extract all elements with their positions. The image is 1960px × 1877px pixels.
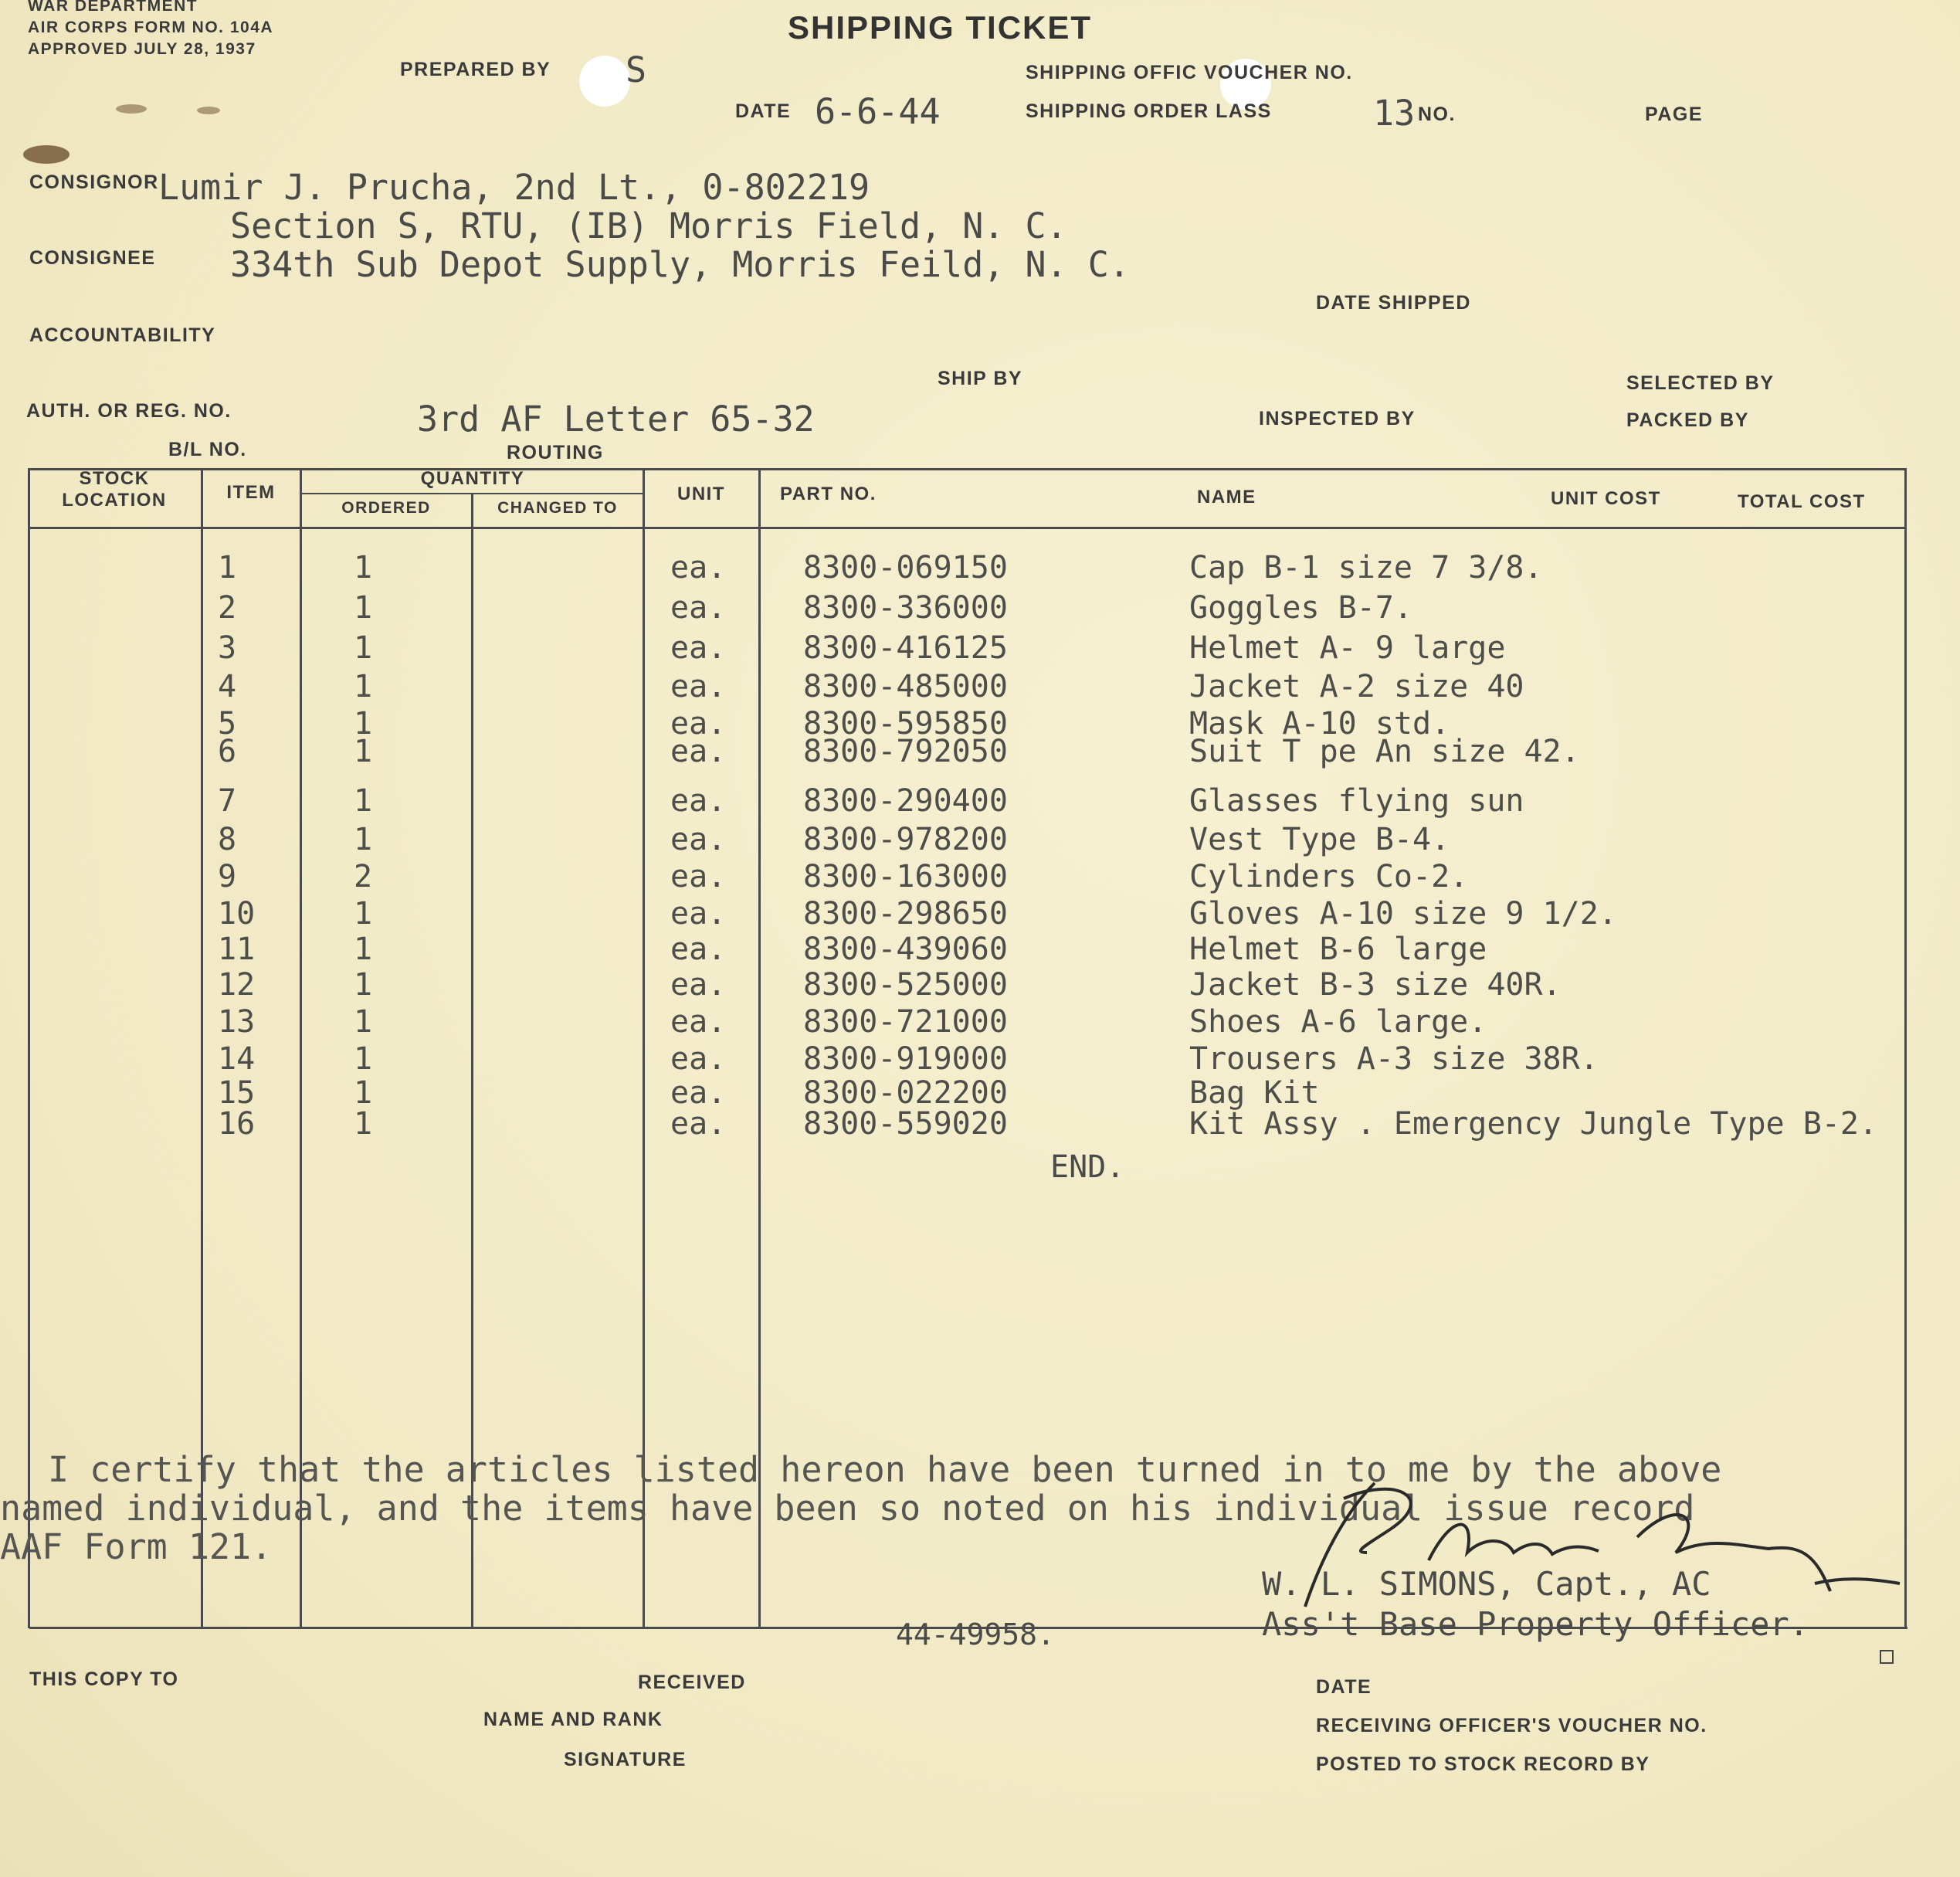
- row-item-number: 2: [218, 590, 237, 626]
- row-item-number: 13: [218, 1004, 256, 1040]
- shipping-order-label: SHIPPING ORDER LASS: [1026, 100, 1272, 122]
- row-item-name: Kit Assy . Emergency Jungle Type B-2.: [1189, 1106, 1878, 1142]
- form-approved: APPROVED JULY 28, 1937: [28, 40, 256, 58]
- prepared-by-label: PREPARED BY: [400, 59, 551, 80]
- table-row: [0, 630, 1960, 666]
- form-dept: WAR DEPARTMENT: [28, 0, 198, 15]
- table-row: [0, 590, 1960, 626]
- row-quantity-ordered: 1: [354, 967, 373, 1003]
- consignee-label: CONSIGNEE: [29, 247, 156, 269]
- row-item-number: 16: [218, 1106, 256, 1142]
- row-item-name: Cylinders Co-2.: [1189, 859, 1469, 894]
- row-item-name: Gloves A-10 size 9 1/2.: [1189, 896, 1617, 932]
- header-name: NAME: [1197, 487, 1256, 507]
- row-unit: ea.: [670, 1041, 727, 1077]
- row-unit: ea.: [670, 859, 727, 894]
- table-row: [0, 967, 1960, 1003]
- row-unit: ea.: [670, 822, 727, 857]
- row-part-number: 8300-792050: [803, 734, 1008, 769]
- row-item-name: Trousers A-3 size 38R.: [1189, 1041, 1599, 1077]
- row-quantity-ordered: 1: [354, 590, 373, 626]
- row-unit: ea.: [670, 783, 727, 819]
- row-item-name: Goggles B-7.: [1189, 590, 1412, 626]
- footer-date-label: DATE: [1316, 1676, 1372, 1698]
- consignee-line1: 334th Sub Depot Supply, Morris Feild, N. C.: [230, 244, 1130, 285]
- row-unit: ea.: [670, 550, 727, 586]
- table-row: [0, 1041, 1960, 1077]
- row-part-number: 8300-290400: [803, 783, 1008, 819]
- row-item-name: Shoes A-6 large.: [1189, 1004, 1487, 1040]
- row-quantity-ordered: 1: [354, 550, 373, 586]
- row-item-number: 7: [218, 783, 237, 819]
- row-part-number: 8300-298650: [803, 896, 1008, 932]
- row-part-number: 8300-559020: [803, 1106, 1008, 1142]
- table-row: [0, 932, 1960, 967]
- row-item-number: 5: [218, 706, 237, 742]
- this-copy-to-label: THIS COPY TO: [29, 1668, 179, 1690]
- no-label: NO.: [1418, 104, 1456, 125]
- row-part-number: 8300-721000: [803, 1004, 1008, 1040]
- row-quantity-ordered: 1: [354, 669, 373, 704]
- row-item-number: 11: [218, 932, 256, 967]
- table-row: [0, 1004, 1960, 1040]
- voucher-label: SHIPPING OFFIC VOUCHER NO.: [1026, 62, 1353, 83]
- form-number: AIR CORPS FORM NO. 104A: [28, 19, 274, 36]
- date-value: 6-6-44: [815, 91, 941, 132]
- row-item-name: Bag Kit: [1189, 1075, 1320, 1111]
- row-unit: ea.: [670, 1106, 727, 1142]
- row-quantity-ordered: 1: [354, 896, 373, 932]
- table-row: [0, 859, 1960, 894]
- row-part-number: 8300-439060: [803, 932, 1008, 967]
- header-unit-cost: UNIT COST: [1551, 488, 1661, 509]
- row-quantity-ordered: 1: [354, 1004, 373, 1040]
- row-item-number: 14: [218, 1041, 256, 1077]
- row-part-number: 8300-336000: [803, 590, 1008, 626]
- consignor-label: CONSIGNOR: [29, 171, 159, 193]
- row-unit: ea.: [670, 1075, 727, 1111]
- row-item-number: 12: [218, 967, 256, 1003]
- header-item: ITEM: [226, 482, 276, 503]
- row-part-number: 8300-485000: [803, 669, 1008, 704]
- row-item-name: Cap B-1 size 7 3/8.: [1189, 550, 1543, 586]
- routing-label: ROUTING: [507, 442, 604, 463]
- auth-label: AUTH. OR REG. NO.: [26, 400, 232, 422]
- row-quantity-ordered: 1: [354, 1041, 373, 1077]
- ship-by-label: SHIP BY: [938, 368, 1023, 389]
- signature-label: SIGNATURE: [564, 1749, 687, 1770]
- row-item-name: Jacket B-3 size 40R.: [1189, 967, 1562, 1003]
- row-item-name: Suit T pe An size 42.: [1189, 734, 1580, 769]
- row-quantity-ordered: 1: [354, 822, 373, 857]
- row-part-number: 8300-416125: [803, 630, 1008, 666]
- row-item-name: Jacket A-2 size 40: [1189, 669, 1524, 704]
- officer-name: W. L. SIMONS, Capt., AC: [1262, 1565, 1711, 1603]
- quantity-subheader-line: [300, 493, 644, 494]
- row-item-number: 1: [218, 550, 237, 586]
- table-header-divider: [28, 527, 1906, 529]
- row-quantity-ordered: 2: [354, 859, 373, 894]
- page-title: SHIPPING TICKET: [788, 9, 1093, 46]
- row-unit: ea.: [670, 630, 727, 666]
- row-item-number: 3: [218, 630, 237, 666]
- receiving-voucher-label: RECEIVING OFFICER'S VOUCHER NO.: [1316, 1715, 1707, 1736]
- header-ordered: ORDERED: [341, 499, 431, 517]
- reference-number: 44-49958.: [896, 1617, 1055, 1651]
- punch-hole-left: [579, 56, 630, 107]
- row-unit: ea.: [670, 669, 727, 704]
- row-item-name: Mask A-10 std.: [1189, 706, 1450, 742]
- accountability-label: ACCOUNTABILITY: [29, 324, 216, 346]
- table-row: [0, 1075, 1960, 1111]
- table-row: [0, 896, 1960, 932]
- row-part-number: 8300-022200: [803, 1075, 1008, 1111]
- name-rank-label: NAME AND RANK: [483, 1709, 663, 1730]
- rust-stain: [23, 145, 70, 164]
- row-part-number: 8300-595850: [803, 706, 1008, 742]
- packed-by-label: PACKED BY: [1626, 409, 1749, 431]
- end-mark: END.: [1050, 1149, 1125, 1185]
- header-quantity: QUANTITY: [420, 468, 525, 489]
- shipping-order-value: 13: [1373, 93, 1416, 134]
- page-label: PAGE: [1645, 104, 1703, 125]
- header-unit: UNIT: [677, 484, 725, 504]
- table-row: [0, 734, 1960, 769]
- posted-to-stock-label: POSTED TO STOCK RECORD BY: [1316, 1753, 1650, 1775]
- row-item-name: Helmet A- 9 large: [1189, 630, 1506, 666]
- row-part-number: 8300-069150: [803, 550, 1008, 586]
- header-stock: STOCK: [79, 468, 150, 489]
- row-quantity-ordered: 1: [354, 734, 373, 769]
- row-unit: ea.: [670, 706, 727, 742]
- row-quantity-ordered: 1: [354, 932, 373, 967]
- date-label: DATE: [735, 100, 792, 122]
- certification-line1: I certify that the articles listed hereon have been turned in to me by the above: [48, 1449, 1722, 1490]
- rust-stain-2: [116, 104, 147, 114]
- row-part-number: 8300-525000: [803, 967, 1008, 1003]
- handwritten-signature: [1274, 1468, 1907, 1622]
- header-total-cost: TOTAL COST: [1738, 491, 1866, 512]
- inspected-by-label: INSPECTED BY: [1259, 408, 1416, 429]
- row-quantity-ordered: 1: [354, 1075, 373, 1111]
- row-part-number: 8300-978200: [803, 822, 1008, 857]
- date-shipped-label: DATE SHIPPED: [1316, 292, 1471, 314]
- header-changed-to: CHANGED TO: [497, 499, 618, 517]
- table-row: [0, 783, 1960, 819]
- bl-no-label: B/L NO.: [168, 439, 247, 460]
- rust-stain-3: [197, 107, 220, 114]
- received-label: RECEIVED: [638, 1672, 746, 1693]
- row-item-number: 4: [218, 669, 237, 704]
- row-item-number: 10: [218, 896, 256, 932]
- row-part-number: 8300-919000: [803, 1041, 1008, 1077]
- row-item-name: Helmet B-6 large: [1189, 932, 1487, 967]
- prepared-by-value: S: [626, 49, 647, 90]
- row-quantity-ordered: 1: [354, 783, 373, 819]
- row-quantity-ordered: 1: [354, 706, 373, 742]
- row-item-name: Vest Type B-4.: [1189, 822, 1450, 857]
- row-item-number: 8: [218, 822, 237, 857]
- row-item-number: 9: [218, 859, 237, 894]
- certification-line2: named individual, and the items have been so noted on his individual issue record: [0, 1488, 1695, 1529]
- row-item-number: 6: [218, 734, 237, 769]
- table-row: [0, 550, 1960, 586]
- row-item-number: 15: [218, 1075, 256, 1111]
- row-quantity-ordered: 1: [354, 630, 373, 666]
- officer-title: Ass't Base Property Officer.: [1262, 1605, 1809, 1643]
- row-quantity-ordered: 1: [354, 1106, 373, 1142]
- certification-line3: AAF Form 121.: [0, 1526, 273, 1567]
- consignor-line2: Section S, RTU, (IB) Morris Field, N. C.: [230, 205, 1067, 246]
- row-unit: ea.: [670, 590, 727, 626]
- auth-value: 3rd AF Letter 65-32: [417, 399, 815, 440]
- row-unit: ea.: [670, 932, 727, 967]
- row-unit: ea.: [670, 967, 727, 1003]
- header-part-no: PART NO.: [780, 484, 877, 504]
- table-row: [0, 1106, 1960, 1142]
- row-unit: ea.: [670, 1004, 727, 1040]
- row-part-number: 8300-163000: [803, 859, 1008, 894]
- row-unit: ea.: [670, 734, 727, 769]
- row-item-name: Glasses flying sun: [1189, 783, 1524, 819]
- header-location: LOCATION: [62, 490, 167, 511]
- table-row: [0, 822, 1960, 857]
- row-unit: ea.: [670, 896, 727, 932]
- table-row: [0, 706, 1960, 742]
- consignor-line1: Lumir J. Prucha, 2nd Lt., 0-802219: [158, 167, 870, 208]
- table-row: [0, 669, 1960, 704]
- selected-by-label: SELECTED BY: [1626, 372, 1775, 394]
- corner-box: [1880, 1650, 1894, 1664]
